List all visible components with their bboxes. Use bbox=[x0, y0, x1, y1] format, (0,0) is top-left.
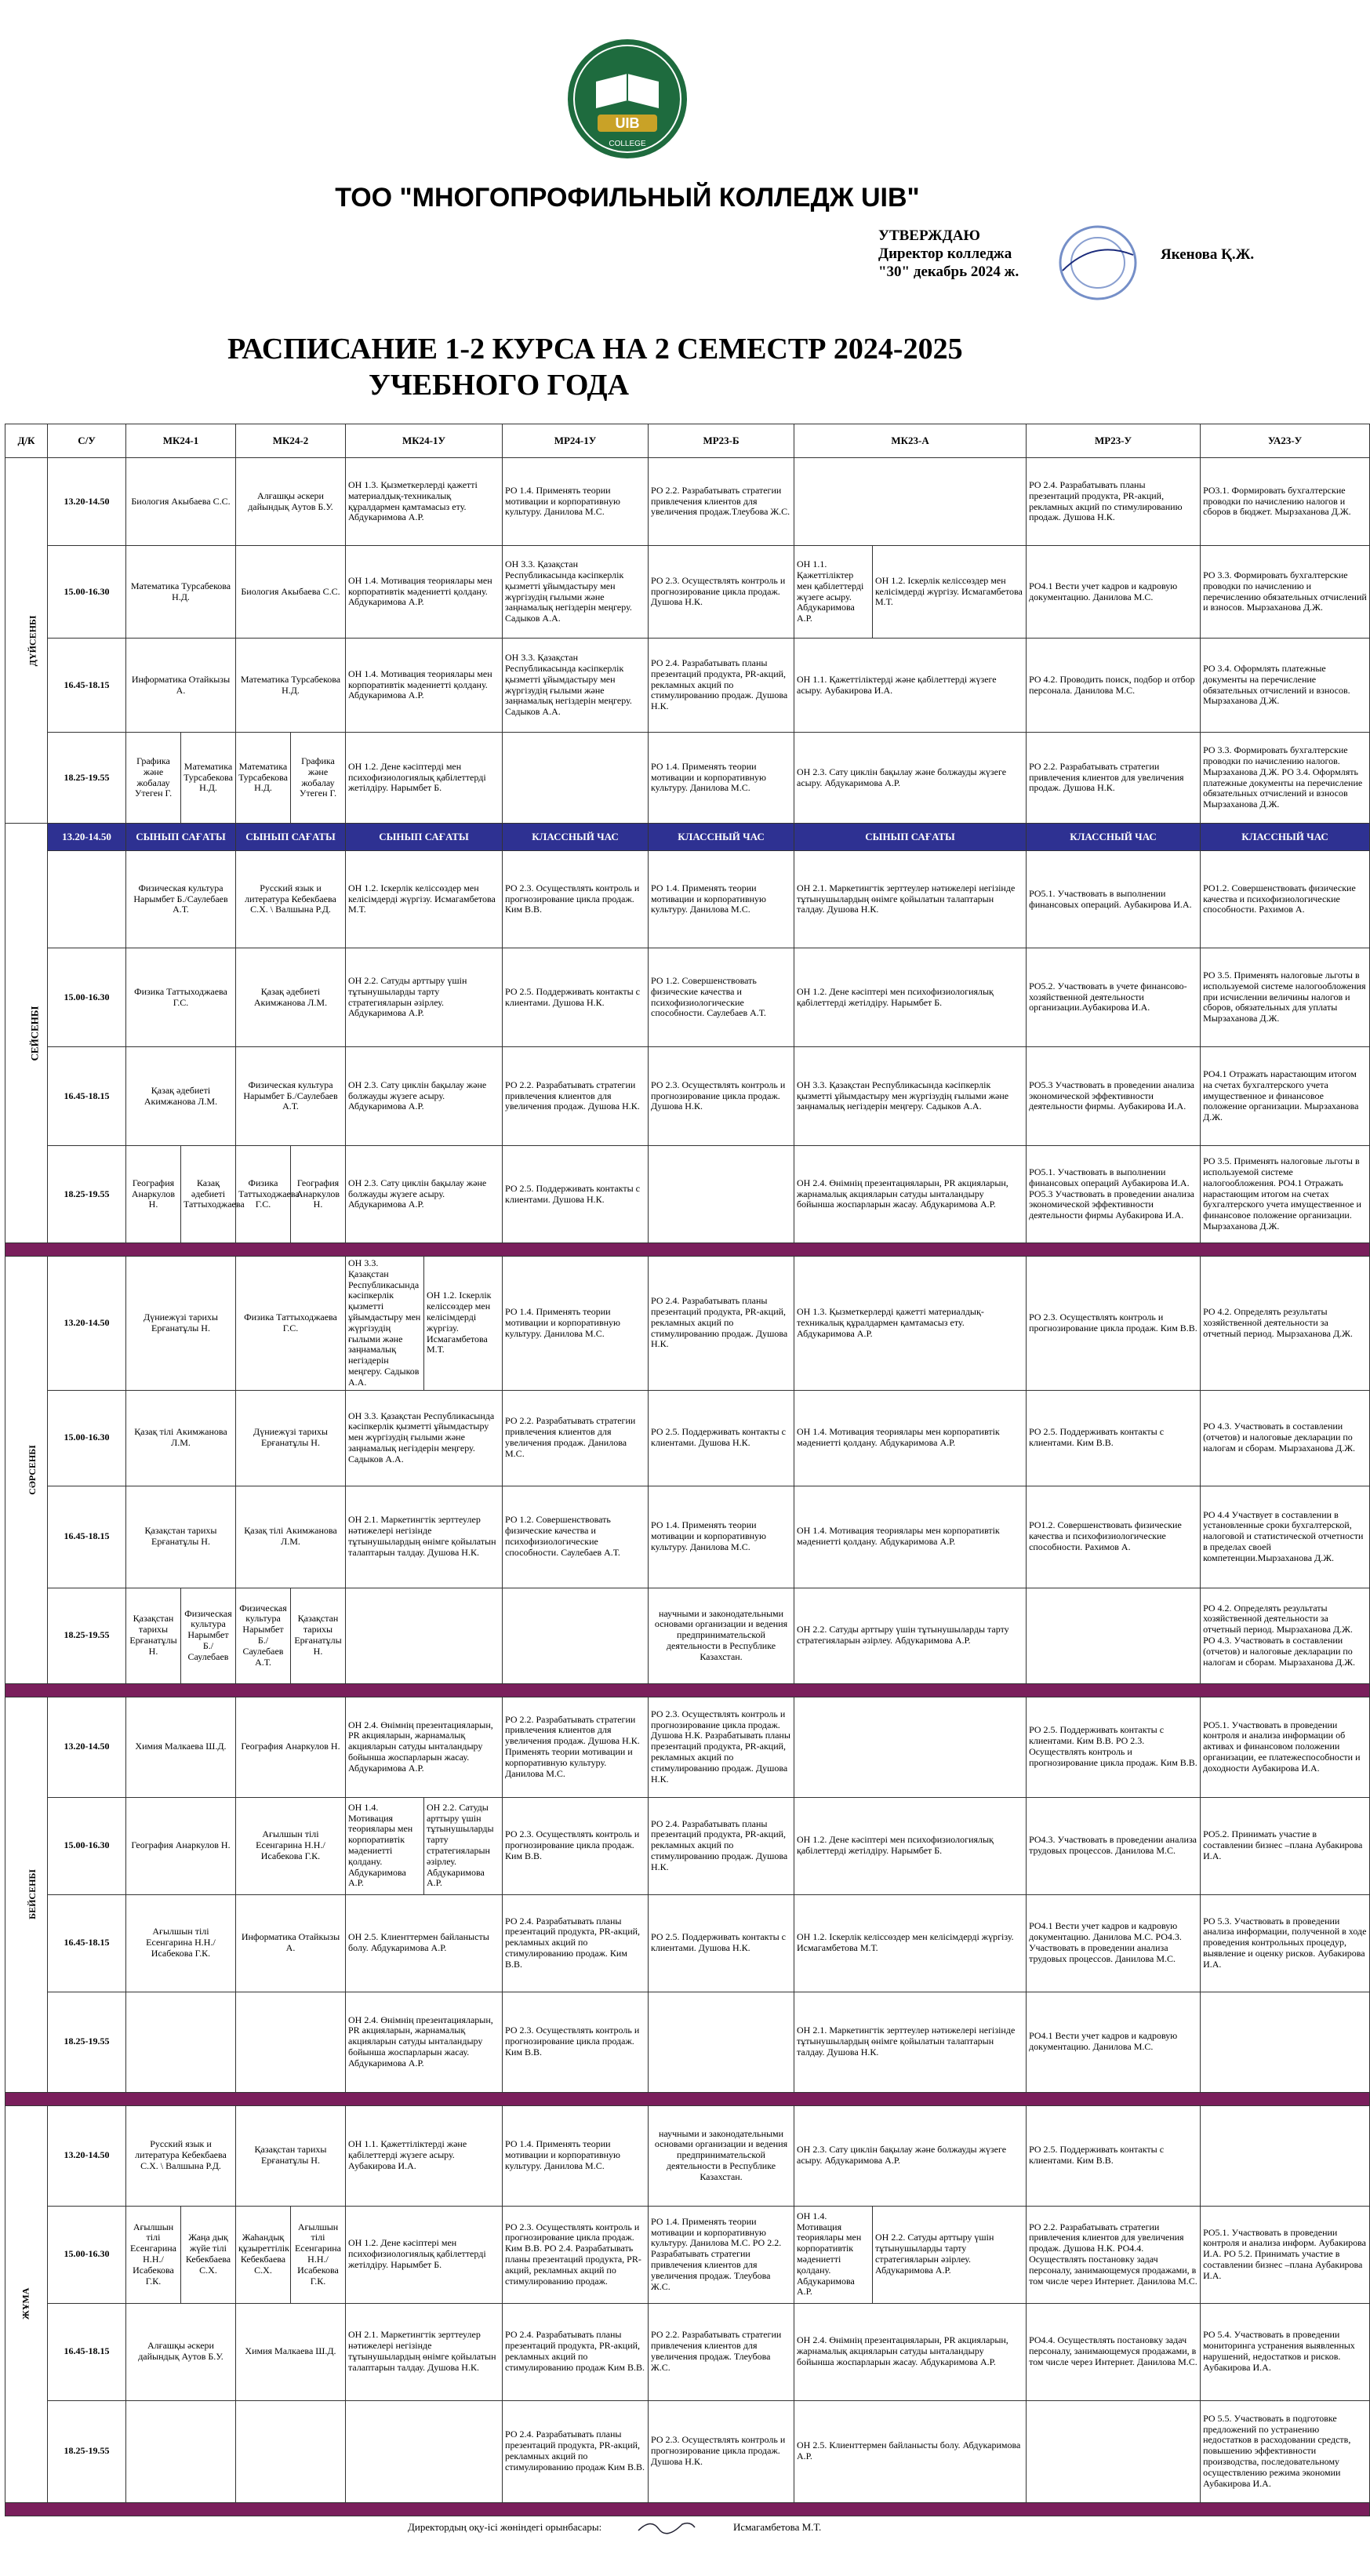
time-slot: 16.45-18.15 bbox=[48, 639, 126, 733]
schedule-row bbox=[5, 733, 1370, 824]
lesson-cell: Математика Турсабекова Н.Д. bbox=[236, 639, 346, 733]
lesson-cell: РО 2.5. Поддерживать контакты с клиентами. Душова Н.К. bbox=[503, 948, 649, 1047]
approval-position: Директор колледжа bbox=[878, 245, 1012, 262]
schedule-row bbox=[5, 1390, 1370, 1486]
header-group: МК23-А bbox=[794, 424, 1027, 458]
schedule-row bbox=[5, 639, 1370, 733]
signature-icon bbox=[635, 2516, 698, 2537]
lesson-cell bbox=[1027, 1588, 1201, 1683]
lesson-cell: Русский язык и литература Кебекбаева С.Х. \ Валшына Р.Д. bbox=[236, 851, 346, 948]
organization-title: ТОО "МНОГОПРОФИЛЬНЫЙ КОЛЛЕДЖ UIB" bbox=[335, 183, 920, 213]
lesson-cell: РО 2.2. Разрабатывать стратегии привлечения клиентов для увеличения продаж. Душова Н.К. Применять теории мотивации и корпоративную культуру. Данилова М.С. bbox=[503, 1697, 649, 1797]
lesson-cell: РО 4.2. Определять результаты хозяйственной деятельности за отчетный период. Мырзаханова Д.Ж. bbox=[1201, 1257, 1370, 1391]
lesson-cell: РО 2.2. Разрабатывать стратегии привлечения клиентов для увеличения продаж. Душова Н.К. bbox=[1027, 733, 1201, 824]
lesson-cell: Математика Турсабекова Н.Д. bbox=[126, 546, 236, 639]
lesson-cell: ОН 1.2. Дене кәсіптерді мен психофизиологиялық қабілеттерді жетілдіру. Нарымбет Б. bbox=[346, 733, 503, 824]
lesson-cell: РО 2.4. Разрабатывать планы презентаций продукта, PR-акций, рекламных акций по стимулированию продаж. Душова Н.К. bbox=[1027, 458, 1201, 546]
header-day: Д/К bbox=[5, 424, 48, 458]
lesson-cell: РО 2.4. Разрабатывать планы презентаций продукта, PR-акций, рекламных акций по стимулированию продаж. Душова Н.К. bbox=[649, 1257, 794, 1391]
approval-date: "30" декабрь 2024 ж. bbox=[878, 263, 1019, 280]
schedule-row bbox=[5, 458, 1370, 546]
lesson-cell: РО5.3 Участвовать в проведении анализа экономической эффективности деятельности фирмы. Аубакирова И.А. bbox=[1027, 1047, 1201, 1146]
lesson-cell: РО 3.5. Применять налоговые льготы в используемой системе налогообложения при исчислении величины налогов и сборов, обязательных для уплаты Мырзаханова Д.Ж. bbox=[1201, 948, 1370, 1047]
time-slot: 13.20-14.50 bbox=[48, 1697, 126, 1797]
lesson-cell: РО 1.2. Совершенствовать физические качества и психофизиологические способности. Саулебаев А.Т. bbox=[503, 1486, 649, 1588]
lesson-cell: РО 2.3. Осуществлять контроль и прогнозирование цикла продаж. Душова Н.К. Разрабатывать планы презентаций продукта, PR-акций, рекламных акций по стимулированию продаж. Душова Н.К. bbox=[649, 1697, 794, 1797]
lesson-cell: Физика Таттыходжаева Г.С. bbox=[236, 1146, 291, 1243]
lesson-cell: РО 3.3. Формировать бухгалтерские проводки по начислению и перечислению обязательных отчислений и взносов. Мырзаханова Д.Ж. bbox=[1201, 546, 1370, 639]
lesson-cell: РО 2.3. Осуществлять контроль и прогнозирование цикла продаж. Ким В.В. bbox=[503, 851, 649, 948]
lesson-cell: РО 4.4 Участвует в составлении в установленные сроки бухгалтерской, налоговой и статистической отчетности в пределах своей компетенции.Мырзаханова Д.Ж. bbox=[1201, 1486, 1370, 1588]
lesson-cell: География Анаркулов Н. bbox=[291, 1146, 346, 1243]
lesson-cell: Математика Турсабекова Н.Д. bbox=[181, 733, 236, 824]
lesson-cell bbox=[1027, 2400, 1201, 2502]
day-separator bbox=[5, 1243, 1370, 1257]
header-time: С/У bbox=[48, 424, 126, 458]
lesson-cell: ОН 1.2. Іскерлік келіссөздер мен келісімдерді жүргізу. Исмагамбетова М.Т. bbox=[794, 1894, 1027, 1992]
time-slot: 15.00-16.30 bbox=[48, 546, 126, 639]
day-label: ДҮЙСЕНБІ bbox=[5, 458, 48, 824]
lesson-cell: РО 3.5. Применять налоговые льготы в используемой системе налогообложения. РО4.1 Отражать нарастающим итогом на счетах бухгалтерского учета имущественное и финансовое положение организации. Мырзаханова Д.Ж. bbox=[1201, 1146, 1370, 1243]
lesson-cell: РО 1.2. Совершенствовать физические качества и психофизиологические способности. Саулебаев А.Т. bbox=[649, 948, 794, 1047]
lesson-cell: РО 5.4. Участвовать в проведении мониторинга устранения выявленных нарушений, недостатков и рисков. Аубакирова И.А. bbox=[1201, 2303, 1370, 2400]
lesson-cell: ОН 2.3. Сату циклін бақылау және болжауды жүзеге асыру. Абдукаримова А.Р. bbox=[794, 2105, 1027, 2206]
lesson-cell: ОН 3.3. Қазақстан Республикасында кәсіпкерлік қызметті ұйымдастыру мен жүргізудің ғылыми және заңнамалық негіздерін меңгеру. Садыков А.А. bbox=[503, 546, 649, 639]
lesson-cell bbox=[503, 733, 649, 824]
lesson-cell: ОН 2.1. Маркетингтік зерттеулер нәтижелері негізінде тұтынушылардың өнімге қойылатын талаптарын талдау. Душова Н.К. bbox=[346, 2303, 503, 2400]
lesson-cell: РО5.2. Участвовать в учете финансово-хозяйственной деятельности организации.Аубакирова И.А. bbox=[1027, 948, 1201, 1047]
lesson-cell: ОН 1.2. Дене кәсіптері мен психофизиологиялық қабілеттерді жетілдіру. Нарымбет Б. bbox=[346, 2206, 503, 2303]
class-hour-cell: КЛАССНЫЙ ЧАС bbox=[503, 824, 649, 851]
schedule-row bbox=[5, 1486, 1370, 1588]
lesson-cell: РО4.1 Отражать нарастающим итогом на счетах бухгалтерского учета имущественное и финансовое положение организации. Мырзаханова Д.Ж. bbox=[1201, 1047, 1370, 1146]
time-slot: 15.00-16.30 bbox=[48, 1390, 126, 1486]
lesson-cell: РО4.1 Вести учет кадров и кадровую документацию. Данилова М.С. bbox=[1027, 546, 1201, 639]
lesson-cell: РО 2.3. Осуществлять контроль и прогнозирование цикла продаж. Ким В.В. РО 2.4. Разрабатывать планы презентаций продукта, PR-акций, рекламных акций по стимулированию продаж. bbox=[503, 2206, 649, 2303]
lesson-cell: Биология Акыбаева С.С. bbox=[236, 546, 346, 639]
lesson-cell: РО 2.2. Разрабатывать стратегии привлечения клиентов для увеличения продаж.Тлеубова Ж.С. bbox=[649, 458, 794, 546]
lesson-cell: ОН 2.1. Маркетингтік зерттеулер нәтижелері негізінде тұтынушылардың өнімге қойылатын талаптарын талдау. Душова Н.К. bbox=[346, 1486, 503, 1588]
lesson-cell: Казақ әдебиеті Таттыходжаева bbox=[181, 1146, 236, 1243]
lesson-cell: РО4.3. Участвовать в проведении анализа трудовых процессов. Данилова М.С. bbox=[1027, 1797, 1201, 1894]
lesson-cell: РО 4.2. Проводить поиск, подбор и отбор персонала. Данилова М.С. bbox=[1027, 639, 1201, 733]
lesson-cell: РО 1.4. Применять теории мотивации и корпоративную культуру. Данилова М.С. bbox=[649, 1486, 794, 1588]
lesson-cell: ОН 2.1. Маркетингтік зерттеулер нәтижелері негізінде тұтынушылардың өнімге қойылатын талаптарын талдау. Душова Н.К. bbox=[794, 851, 1027, 948]
lesson-cell: ОН 1.3. Қызметкерлерді қажетті материалдық-техникалық құралдармен қамтамасыз ету. Абдукаримова А.Р. bbox=[346, 458, 503, 546]
lesson-cell: ОН 3.3. Қазақстан Республикасында кәсіпкерлік қызметті ұйымдастыру мен жүргізудің ғылыми және заңнамалық негіздерін меңгеру. Садыков А.А. bbox=[794, 1047, 1027, 1146]
lesson-cell: ОН 1.2. Дене кәсіптері мен психофизиологиялық қабілеттерді жетілдіру. Нарымбет Б. bbox=[794, 948, 1027, 1047]
lesson-cell: РО 2.3. Осуществлять контроль и прогнозирование цикла продаж. Ким В.В. bbox=[503, 1992, 649, 2092]
lesson-cell: ОН 2.4. Өнімнің презентацияларын, PR акцияларын, жарнамалық акцияларын сатуды ынталандыру бойынша жоспарларын жасау. Абдукаримова А.Р. bbox=[346, 1992, 503, 2092]
lesson-cell: РО 2.2. Разрабатывать стратегии привлечения клиентов для увеличения продаж. Душова Н.К. bbox=[503, 1047, 649, 1146]
lesson-cell: РО 2.2. Разрабатывать стратегии привлечения клиентов для увеличения продаж. Данилова М.С. bbox=[503, 1390, 649, 1486]
lesson-cell: Информатика Отайкызы А. bbox=[126, 639, 236, 733]
class-hour-cell: КЛАССНЫЙ ЧАС bbox=[1027, 824, 1201, 851]
lesson-cell: РО5.2. Принимать участие в составлении бизнес –плана Аубакирова И.А. bbox=[1201, 1797, 1370, 1894]
lesson-cell: Химия Малкаева Ш.Д. bbox=[236, 2303, 346, 2400]
lesson-cell: ОН 1.2. Іскерлік келіссөздер мен келісімдерді жүргізу. Исмагамбетова М.Т. bbox=[873, 546, 1027, 639]
time-slot: 15.00-16.30 bbox=[48, 2206, 126, 2303]
day-label: БЕЙСЕНБІ bbox=[5, 1697, 48, 2092]
lesson-cell: Физическая культура Нарымбет Б./Саулебаев bbox=[181, 1588, 236, 1683]
day-label: СӘРСЕНБІ bbox=[5, 1257, 48, 1684]
lesson-cell bbox=[794, 1697, 1027, 1797]
lesson-cell: РО 1.4. Применять теории мотивации и корпоративную культуру. Данилова М.С. bbox=[503, 458, 649, 546]
lesson-cell: ОН 1.4. Мотивация теориялары мен корпоративтік мәдениетті қолдану. Абдукаримова А.Р. bbox=[346, 1797, 424, 1894]
lesson-cell bbox=[346, 1588, 503, 1683]
lesson-cell: Қазақстан тарихы Ерғанатұлы Н. bbox=[126, 1486, 236, 1588]
schedule-row bbox=[5, 2105, 1370, 2206]
lesson-cell bbox=[346, 2400, 503, 2502]
lesson-cell: РО 2.3. Осуществлять контроль и прогнозирование цикла продаж. Душова Н.К. bbox=[649, 2400, 794, 2502]
lesson-cell: ОН 1.2. Іскерлік келіссөздер мен келісімдерді жүргізу. Исмагамбетова М.Т. bbox=[346, 851, 503, 948]
lesson-cell: РО 3.3. Формировать бухгалтерские проводки по начислению налогов. Мырзаханова Д.Ж. РО 3.4. Оформлять платежные документы на перечисление обязательных отчислений и взносов Мырзаханова Д.Ж. bbox=[1201, 733, 1370, 824]
lesson-cell: ОН 2.4. Өнімнің презентацияларын, PR акцияларын, жарнамалық акцияларын сатуды ынталандыру бойынша жоспарларын жасау. Абдукаримова А.Р. bbox=[794, 2303, 1027, 2400]
lesson-cell: ОН 1.4. Мотивация теориялары мен корпоративтік мәдениетті қолдану. Абдукаримова А.Р. bbox=[346, 639, 503, 733]
header-group: МК24-2 bbox=[236, 424, 346, 458]
lesson-cell: РО 2.5. Поддерживать контакты с клиентами. Душова Н.К. bbox=[649, 1894, 794, 1992]
day-label: СЕЙСЕНБІ bbox=[5, 824, 48, 1243]
lesson-cell: РО 2.3. Осуществлять контроль и прогнозирование цикла продаж. Ким В.В. bbox=[503, 1797, 649, 1894]
lesson-cell: РО 2.2. Разрабатывать стратегии привлечения клиентов для увеличения продаж. Душова Н.К. РО4.4. Осуществлять постановку задач персоналу, занимающемуся продажами, в том числе через Интернет. Данилова М.С. bbox=[1027, 2206, 1201, 2303]
class-hour-cell: СЫНЫП САҒАТЫ bbox=[126, 824, 236, 851]
schedule-row bbox=[5, 1697, 1370, 1797]
class-hour-cell: СЫНЫП САҒАТЫ bbox=[236, 824, 346, 851]
lesson-cell: РО4.4. Осуществлять постановку задач персоналу, занимающемуся продажами, в том числе через Интернет. Данилова М.С. bbox=[1027, 2303, 1201, 2400]
time-slot: 18.25-19.55 bbox=[48, 1588, 126, 1683]
lesson-cell: РО 2.5. Поддерживать контакты с клиентами. Ким В.В. bbox=[1027, 1390, 1201, 1486]
class-hour-cell: КЛАССНЫЙ ЧАС bbox=[649, 824, 794, 851]
lesson-cell bbox=[649, 1992, 794, 2092]
time-slot: 16.45-18.15 bbox=[48, 2303, 126, 2400]
lesson-cell: География Анаркулов Н. bbox=[126, 1797, 236, 1894]
lesson-cell: РО 5.5. Участвовать в подготовке предложений по устранению недостатков в расходовании средств, повышению эффективности производства, последовательному осуществлению режима экономии Аубакирова И.А. bbox=[1201, 2400, 1370, 2502]
lesson-cell bbox=[794, 458, 1027, 546]
lesson-cell: РО 2.4. Разрабатывать планы презентаций продукта, PR-акций, рекламных акций по стимулированию продаж. Душова Н.К. bbox=[649, 639, 794, 733]
lesson-cell: Химия Малкаева Ш.Д. bbox=[126, 1697, 236, 1797]
time-slot: 18.25-19.55 bbox=[48, 2400, 126, 2502]
lesson-cell: ОН 1.3. Қызметкерлерді қажетті материалдық-техникалық құралдармен қамтамасыз ету. Абдукаримова А.Р. bbox=[794, 1257, 1027, 1391]
lesson-cell: ОН 1.4. Мотивация теориялары мен корпоративтік мәдениетті қолдану. Абдукаримова А.Р. bbox=[346, 546, 503, 639]
lesson-cell: ОН 1.2. Дене кәсіптері мен психофизиологиялық қабілеттерді жетілдіру. Нарымбет Б. bbox=[794, 1797, 1027, 1894]
time-slot: 13.20-14.50 bbox=[48, 458, 126, 546]
lesson-cell: ОН 2.5. Клиенттермен байланысты болу. Абдукаримова А.Р. bbox=[346, 1894, 503, 1992]
time-slot: 16.45-18.15 bbox=[48, 1486, 126, 1588]
lesson-cell: РО 2.4. Разрабатывать планы презентаций продукта, PR-акций, рекламных акций по стимулированию продаж Ким В.В. bbox=[503, 2400, 649, 2502]
header-group: МК24-1 bbox=[126, 424, 236, 458]
time-slot: 16.45-18.15 bbox=[48, 1047, 126, 1146]
schedule-row bbox=[5, 1894, 1370, 1992]
lesson-cell: Физика Таттыходжаева Г.С. bbox=[126, 948, 236, 1047]
approval-block bbox=[878, 227, 1255, 281]
lesson-cell: РО 5.3. Участвовать в проведении анализа информации, полученной в ходе проведения контрольных процедур, выявление и оценку рисков. Аубакирова И.А. bbox=[1201, 1894, 1370, 1992]
header-group: МР23-У bbox=[1027, 424, 1201, 458]
lesson-cell: ОН 1.1. Қажеттіліктерді және қабілеттерді жүзеге асыру. Аубакирова И.А. bbox=[346, 2105, 503, 2206]
lesson-cell: ОН 2.5. Клиенттермен байланысты болу. Абдукаримова А.Р. bbox=[794, 2400, 1027, 2502]
lesson-cell: ОН 2.2. Сатуды арттыру үшін тұтынушыларды тарту стратегияларын әзірлеу. Абдукаримова А.Р. bbox=[794, 1588, 1027, 1683]
header-group: УА23-У bbox=[1201, 424, 1370, 458]
lesson-cell: ОН 1.4. Мотивация теориялары мен корпоративтік мәдениетті қолдану. Абдукаримова А.Р. bbox=[794, 1486, 1027, 1588]
lesson-cell: РО 2.5. Поддерживать контакты с клиентами. Душова Н.К. bbox=[649, 1390, 794, 1486]
lesson-cell: РО 2.5. Поддерживать контакты с клиентами. Ким В.В. bbox=[1027, 2105, 1201, 2206]
lesson-cell: ОН 1.1. Қажеттіліктер мен қабілеттерді жүзеге асыру. Абдукаримова А.Р. bbox=[794, 546, 873, 639]
class-hour-cell: КЛАССНЫЙ ЧАС bbox=[1201, 824, 1370, 851]
time-slot: 13.20-14.50 bbox=[48, 2105, 126, 2206]
time-slot: 13.20-14.50 bbox=[48, 824, 126, 851]
lesson-cell: ОН 3.3. Қазақстан Республикасында кәсіпкерлік қызметті ұйымдастыру мен жүргізудің ғылыми және заңнамалық негіздерін меңгеру. Садыков А.А. bbox=[346, 1390, 503, 1486]
lesson-cell: ОН 2.3. Сату циклін бақылау және болжауды жүзеге асыру. Абдукаримова А.Р. bbox=[794, 733, 1027, 824]
lesson-cell: РО 2.5. Поддерживать контакты с клиентами. Душова Н.К. bbox=[503, 1146, 649, 1243]
lesson-cell: РО5.1. Участвовать в выполнении финансовых операций. Аубакирова И.А. bbox=[1027, 851, 1201, 948]
schedule-row bbox=[5, 1047, 1370, 1146]
approval-heading: УТВЕРЖДАЮ bbox=[878, 227, 980, 244]
lesson-cell: ОН 2.2. Сатуды арттыру үшін тұтынушыларды тарту стратегияларын әзірлеу. Абдукаримова А.Р. bbox=[346, 948, 503, 1047]
schedule-row bbox=[5, 1797, 1370, 1894]
lesson-cell: РО 1.4. Применять теории мотивации и корпоративную культуру. Данилова М.С. bbox=[649, 733, 794, 824]
lesson-cell bbox=[1201, 1992, 1370, 2092]
lesson-cell: РО1.2. Совершенствовать физические качества и психофизиологические способности. Рахимов А. bbox=[1027, 1486, 1201, 1588]
lesson-cell: РО 2.5. Поддерживать контакты с клиентами. Ким В.В. РО 2.3. Осуществлять контроль и прогнозирование цикла продаж. Ким В.В. bbox=[1027, 1697, 1201, 1797]
lesson-cell: РО 3.4. Оформлять платежные документы на перечисление обязательных отчислений и взносов. Мырзаханова Д.Ж. bbox=[1201, 639, 1370, 733]
lesson-cell: РО 2.4. Разрабатывать планы презентаций продукта, PR-акций, рекламных акций по стимулированию продаж. Ким В.В. bbox=[503, 1894, 649, 1992]
schedule-table bbox=[5, 424, 1370, 2516]
lesson-cell: Қазақ әдебиеті Акимжанова Л.М. bbox=[236, 948, 346, 1047]
schedule-row bbox=[5, 2206, 1370, 2303]
lesson-cell: ОН 3.3. Қазақстан Республикасында кәсіпкерлік қызметті ұйымдастыру мен жүргізудің ғылыми және заңнамалық негіздерін меңгеру. Садыков А.А. bbox=[503, 639, 649, 733]
lesson-cell: РО 2.3. Осуществлять контроль и прогнозирование цикла продаж. Душова Н.К. bbox=[649, 1047, 794, 1146]
lesson-cell: ОН 2.3. Сату циклін бақылау және болжауды жүзеге асыру. Абдукаримова А.Р. bbox=[346, 1047, 503, 1146]
schedule-row bbox=[5, 948, 1370, 1047]
lesson-cell: ОН 2.4. Өнімнің презентацияларын, PR акцияларын, жарнамалық акцияларын сатуды ынталандыру бойынша жоспарларын жасау. Абдукаримова А.Р. bbox=[794, 1146, 1027, 1243]
lesson-cell: Математика Турсабекова Н.Д. bbox=[236, 733, 291, 824]
lesson-cell: География Анаркулов Н. bbox=[126, 1146, 181, 1243]
lesson-cell: РО1.2. Совершенствовать физические качества и психофизиологические способности. Рахимов А. bbox=[1201, 851, 1370, 948]
header-row bbox=[5, 424, 1370, 458]
lesson-cell: РО 2.4. Разрабатывать планы презентаций продукта, PR-акций, рекламных акций по стимулированию продаж Ким В.В. bbox=[503, 2303, 649, 2400]
lesson-cell: научными и законодательными основами организации и ведения предпринимательской деятельности в Республике Казахстан. bbox=[649, 2105, 794, 2206]
lesson-cell bbox=[236, 1992, 346, 2092]
lesson-cell: Дүниежүзі тарихы Ерғанатұлы Н. bbox=[126, 1257, 236, 1391]
class-hour-cell: СЫНЫП САҒАТЫ bbox=[346, 824, 503, 851]
lesson-cell: Графика және жобалау Утеген Г. bbox=[291, 733, 346, 824]
lesson-cell: Физика Таттыходжаева Г.С. bbox=[236, 1257, 346, 1391]
schedule-row bbox=[5, 1257, 1370, 1391]
lesson-cell: ОН 1.1. Қажеттіліктерді және қабілеттерді жүзеге асыру. Аубакирова И.А. bbox=[794, 639, 1027, 733]
class-hour-row bbox=[5, 824, 1370, 851]
footer-position: Директордың оқу-ісі жөніндегі орынбасары: bbox=[408, 2521, 602, 2533]
lesson-cell: Алғашқы әскери дайындық Аутов Б.У. bbox=[126, 2303, 236, 2400]
lesson-cell: РО 4.2. Определять результаты хозяйственной деятельности за отчетный период. Мырзаханова Д.Ж. РО 4.3. Участвовать в составлении (отчетов) и налоговые декларации по налогам и сборам. Мырзаханова Д.Ж. bbox=[1201, 1588, 1370, 1683]
time-slot: 18.25-19.55 bbox=[48, 1992, 126, 2092]
lesson-cell: РО5.1. Участвовать в проведении контроля и анализа информ. Аубакирова И.А. РО 5.2. Принимать участие в составлении бизнес –плана Аубакирова И.А. bbox=[1201, 2206, 1370, 2303]
lesson-cell: Жаңа дық жүйе тілі Кебекбаева С.Х. bbox=[181, 2206, 236, 2303]
footer-name: Исмагамбетова М.Т. bbox=[733, 2521, 822, 2533]
lesson-cell: Ағылшын тілі Есенгарина Н.Н./Исабекова Г.К. bbox=[236, 1797, 346, 1894]
schedule-row bbox=[5, 1146, 1370, 1243]
lesson-cell: Информатика Отайкызы А. bbox=[236, 1894, 346, 1992]
lesson-cell: Биология Акыбаева С.С. bbox=[126, 458, 236, 546]
lesson-cell: Ағылшын тілі Есенгарина Н.Н./Исабекова Г.К. bbox=[126, 1894, 236, 1992]
time-slot: 15.00-16.30 bbox=[48, 948, 126, 1047]
lesson-cell: Ағылшын тілі Есенгарина Н.Н./Исабекова Г.К. bbox=[126, 2206, 181, 2303]
lesson-cell: ОН 2.2. Сатуды арттыру үшін тұтынушыларды тарту стратегияларын әзірлеу. Абдукаримова А.Р. bbox=[873, 2206, 1027, 2303]
time-slot: 15.00-16.30 bbox=[48, 1797, 126, 1894]
lesson-cell: РО 2.4. Разрабатывать планы презентаций продукта, PR-акций, рекламных акций по стимулированию продаж. Душова Н.К. bbox=[649, 1797, 794, 1894]
lesson-cell: РО3.1. Формировать бухгалтерские проводки по начислению налогов и сборов в бюджет. Мырзаханова Д.Ж. bbox=[1201, 458, 1370, 546]
lesson-cell: РО 1.4. Применять теории мотивации и корпоративную культуру. Данилова М.С. bbox=[649, 851, 794, 948]
lesson-cell: Физическая культура Нарымбет Б./Саулебаев А.Т. bbox=[236, 1588, 291, 1683]
day-separator bbox=[5, 1683, 1370, 1697]
lesson-cell: География Анаркулов Н. bbox=[236, 1697, 346, 1797]
header-group: МР24-1У bbox=[503, 424, 649, 458]
lesson-cell: Қазақ әдебиеті Акимжанова Л.М. bbox=[126, 1047, 236, 1146]
lesson-cell: ОН 2.1. Маркетингтік зерттеулер нәтижелері негізінде тұтынушылардың өнімге қойылатын талаптарын талдау. Душова Н.К. bbox=[794, 1992, 1027, 2092]
lesson-cell: ОН 1.4. Мотивация теориялары мен корпоративтік мәдениетті қолдану. Абдукаримова А.Р. bbox=[794, 2206, 873, 2303]
class-hour-cell: СЫНЫП САҒАТЫ bbox=[794, 824, 1027, 851]
lesson-cell bbox=[1201, 2105, 1370, 2206]
schedule-row bbox=[5, 1992, 1370, 2092]
schedule-row bbox=[5, 2303, 1370, 2400]
lesson-cell bbox=[503, 1588, 649, 1683]
lesson-cell: ОН 2.2. Сатуды арттыру үшін тұтынушыларды тарту стратегияларын әзірлеу. Абдукаримова А.Р. bbox=[424, 1797, 503, 1894]
time-slot: 16.45-18.15 bbox=[48, 1894, 126, 1992]
time-slot: 13.20-14.50 bbox=[48, 1257, 126, 1391]
lesson-cell: РО 1.4. Применять теории мотивации и корпоративную культуру. Данилова М.С. РО 2.2. Разрабатывать стратегии привлечения клиентов для увеличения продаж. Тлеубова Ж.С. bbox=[649, 2206, 794, 2303]
schedule-row bbox=[5, 851, 1370, 948]
day-separator bbox=[5, 2502, 1370, 2516]
lesson-cell: РО 1.4. Применять теории мотивации и корпоративную культуру. Данилова М.С. bbox=[503, 2105, 649, 2206]
schedule-row bbox=[5, 546, 1370, 639]
lesson-cell: ОН 2.3. Сату циклін бақылау және болжауды жүзеге асыру. Абдукаримова А.Р. bbox=[346, 1146, 503, 1243]
svg-text:UIB: UIB bbox=[615, 115, 640, 131]
header-group: МР23-Б bbox=[649, 424, 794, 458]
approval-director-name: Якенова Қ.Ж. bbox=[1161, 246, 1255, 263]
lesson-cell: Физическая культура Нарымбет Б./Саулебаев А.Т. bbox=[236, 1047, 346, 1146]
lesson-cell: Алғашқы әскери дайындық Аутов Б.У. bbox=[236, 458, 346, 546]
lesson-cell: РО 2.2. Разрабатывать стратегии привлечения клиентов для увеличения продаж. Тлеубова Ж.С. bbox=[649, 2303, 794, 2400]
lesson-cell: РО5.1. Участвовать в проведении контроля и анализа информации об активах и финансовом положении организации, ее платежеспособности и доходности Аубакирова И.А. bbox=[1201, 1697, 1370, 1797]
lesson-cell: РО 1.4. Применять теории мотивации и корпоративную культуру. Данилова М.С. bbox=[503, 1257, 649, 1391]
lesson-cell bbox=[649, 1146, 794, 1243]
lesson-cell: Графика және жобалау Утеген Г. bbox=[126, 733, 181, 824]
lesson-cell: Ағылшын тілі Есенгарина Н.Н./Исабекова Г.К. bbox=[291, 2206, 346, 2303]
lesson-cell bbox=[126, 2400, 236, 2502]
lesson-cell bbox=[126, 1992, 236, 2092]
lesson-cell: Жаһандық құзыреттілік Кебекбаева С.Х. bbox=[236, 2206, 291, 2303]
lesson-cell: ОН 2.4. Өнімнің презентацияларын, PR акцияларын, жарнамалық акцияларын сатуды ынталандыру бойынша жоспарларын жасау. Абдукаримова А.Р. bbox=[346, 1697, 503, 1797]
lesson-cell: научными и законодательными основами организации и ведения предпринимательской деятельности в Республике Казахстан. bbox=[649, 1588, 794, 1683]
lesson-cell: РО 2.3. Осуществлять контроль и прогнозирование цикла продаж. Ким В.В. bbox=[1027, 1257, 1201, 1391]
schedule-row bbox=[5, 1588, 1370, 1683]
svg-text:COLLEGE: COLLEGE bbox=[609, 140, 646, 148]
lesson-cell: ОН 1.4. Мотивация теориялары мен корпоративтік мәдениетті қолдану. Абдукаримова А.Р. bbox=[794, 1390, 1027, 1486]
lesson-cell: Қазақ тілі Акимжанова Л.М. bbox=[126, 1390, 236, 1486]
day-label: ЖҰМА bbox=[5, 2105, 48, 2502]
college-logo bbox=[565, 36, 690, 162]
lesson-cell: ОН 1.2. Іскерлік келіссөздер мен келісімдерді жүргізу. Исмагамбетова М.Т. bbox=[424, 1257, 503, 1391]
lesson-cell: РО4.1 Вести учет кадров и кадровую документацию. Данилова М.С. РО4.3. Участвовать в проведении анализа трудовых процессов. Данилова М.С. bbox=[1027, 1894, 1201, 1992]
lesson-cell: Қазақстан тарихы Ерғанатұлы Н. bbox=[236, 2105, 346, 2206]
lesson-cell: РО 4.3. Участвовать в составлении (отчетов) и налоговые декларации по налогам и сборам. Мырзаханова Д.Ж. bbox=[1201, 1390, 1370, 1486]
lesson-cell: Дүниежүзі тарихы Ерғанатұлы Н. bbox=[236, 1390, 346, 1486]
lesson-cell: РО4.1 Вести учет кадров и кадровую документацию. Данилова М.С. bbox=[1027, 1992, 1201, 2092]
lesson-cell: Қазақстан тарихы Ерғанатұлы Н. bbox=[291, 1588, 346, 1683]
header-group: МК24-1У bbox=[346, 424, 503, 458]
schedule-row bbox=[5, 2400, 1370, 2502]
lesson-cell: Қазақстан тарихы Ерғанатұлы Н. bbox=[126, 1588, 181, 1683]
day-separator bbox=[5, 2092, 1370, 2105]
lesson-cell: Физическая культура Нарымбет Б./Саулебаев А.Т. bbox=[126, 851, 236, 948]
time-slot: 18.25-19.55 bbox=[48, 1146, 126, 1243]
time-slot: 18.25-19.55 bbox=[48, 733, 126, 824]
lesson-cell bbox=[236, 2400, 346, 2502]
lesson-cell: РО5.1. Участвовать в выполнении финансовых операций Аубакирова И.А. РО5.3 Участвовать в проведении анализа экономической эффективности деятельности фирмы Аубакирова И.А. bbox=[1027, 1146, 1201, 1243]
lesson-cell: Русский язык и литература Кебекбаева С.Х. \ Валшына Р.Д. bbox=[126, 2105, 236, 2206]
schedule-title: РАСПИСАНИЕ 1-2 КУРСА НА 2 СЕМЕСТР 2024-2025 УЧЕБНОГО ГОДА bbox=[227, 333, 963, 402]
lesson-cell: ОН 3.3. Қазақстан Республикасында кәсіпкерлік қызметті ұйымдастыру мен жүргізудің ғылыми және заңнамалық негіздерін меңгеру. Садыков А.А. bbox=[346, 1257, 424, 1391]
stamp-seal bbox=[1047, 224, 1149, 302]
lesson-cell: РО 2.3. Осуществлять контроль и прогнозирование цикла продаж. Душова Н.К. bbox=[649, 546, 794, 639]
lesson-cell: Қазақ тілі Акимжанова Л.М. bbox=[236, 1486, 346, 1588]
